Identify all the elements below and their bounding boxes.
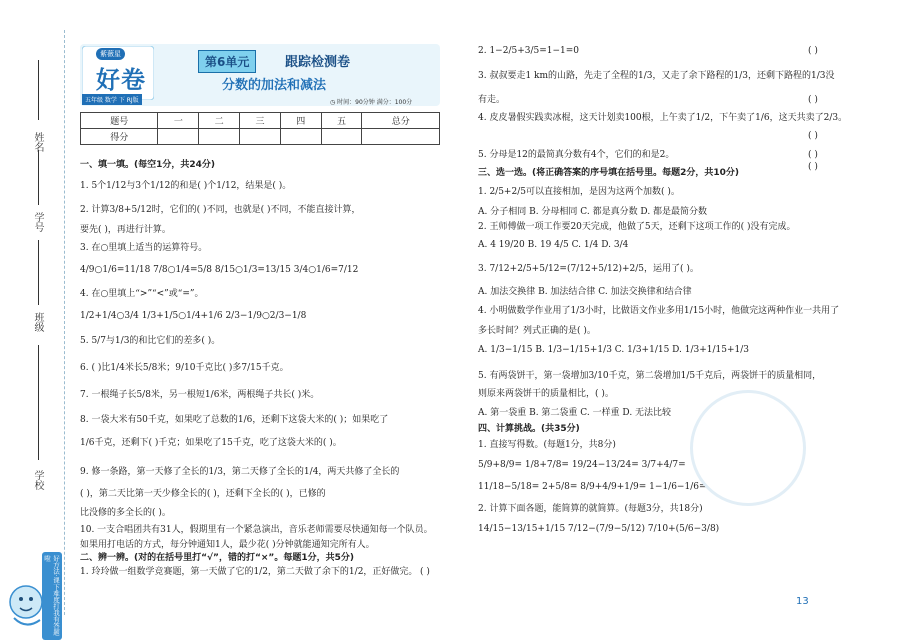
name-label: 姓名 [32, 132, 43, 152]
answer-paren[interactable]: ( ) [420, 567, 430, 577]
question-line: A. 分子相同 B. 分母相同 C. 都是真分数 D. 都是最简分数 [478, 207, 708, 217]
question-line: 要先( )，再进行计算。 [80, 225, 171, 235]
unit-badge: 第6单元 [198, 50, 256, 73]
score-input-cell[interactable] [158, 129, 199, 145]
question-line: 9. 修一条路，第一天修了全长的1/3，第二天修了全长的1/4，两天共修了全长的 [80, 467, 400, 477]
score-row-label: 得分 [81, 129, 158, 145]
question-line: 多长时间？列式正确的是( )。 [478, 326, 596, 336]
question-line: 8. 一袋大米有50千克，如果吃了总数的1/6，还剩下这袋大米的( )；如果吃了 [80, 415, 389, 425]
answer-paren[interactable]: ( ) [808, 131, 818, 141]
question-line: 2. 1−2/5+3/5=1−1=0 [478, 46, 580, 56]
question-line: 则原来两袋饼干的质量相比，( )。 [478, 389, 614, 399]
score-input-cell[interactable] [240, 129, 281, 145]
time-label: 时间：90分钟 [337, 99, 375, 106]
question-line: 2. 王师傅做一项工作要20天完成，他做了5天，还剩下这项工作的( )没有完成。 [478, 222, 796, 232]
page-title: 分数的加法和减法 [222, 78, 327, 93]
cut-line [64, 30, 65, 615]
question-line: 1/2+1/4○3/4 1/3+1/5○1/4+1/6 2/3−1/9○2/3−1/8 [80, 311, 307, 321]
question-line: 5. 5/7与1/3的和比它们的差多( )。 [80, 336, 221, 346]
score-header-cell: 题号 [81, 113, 158, 129]
score-header-cell: 五 [321, 113, 362, 129]
time-score-meta [330, 97, 412, 106]
brand-tag: 紫薇星 [96, 48, 125, 60]
number-label: 学号 [32, 212, 43, 232]
section-heading: 二、辨一辨。(对的在括号里打“√”，错的打“×”。每题1分，共5分) [80, 553, 354, 563]
question-line: 有走。 [478, 95, 506, 105]
answer-paren[interactable]: ( ) [808, 46, 818, 56]
number-rule [38, 150, 39, 205]
question-line: 3. 7/12+2/5+5/12=(7/12+5/12)+2/5，运用了( )。 [478, 264, 699, 274]
watermark-seal [690, 390, 806, 506]
mascot-icon [4, 568, 68, 632]
score-header-cell: 二 [199, 113, 240, 129]
question-line: 2. 计算下面各题，能简算的就简算。(每题3分，共18分) [478, 504, 703, 514]
full-score-label: 满分：100分 [376, 99, 413, 106]
brand-logo-text: 好卷 [96, 66, 146, 94]
grade-label: 五年级 数学 下 RJ版 [82, 94, 142, 105]
question-line: 比没修的多全长的( )。 [80, 508, 171, 518]
question-line: A. 第一袋重 B. 第二袋重 C. 一样重 D. 无法比较 [478, 408, 672, 418]
question-line: A. 加法交换律 B. 加法结合律 C. 加法交换律和结合律 [478, 287, 692, 297]
question-line: 5/9+8/9= 1/8+7/8= 19/24−13/24= 3/7+4/7= [478, 460, 686, 470]
score-row [81, 129, 440, 145]
school-rule [38, 345, 39, 460]
class-label: 班级 [32, 312, 43, 332]
score-table [80, 112, 440, 145]
score-header-cell: 三 [240, 113, 281, 129]
question-line: 1. 5个1/12与3个1/12的和是( )个1/12，结果是( )。 [80, 181, 292, 191]
section-heading: 四、计算挑战。(共35分) [478, 424, 580, 434]
class-rule [38, 240, 39, 305]
test-title: 跟踪检测卷 [285, 55, 351, 70]
score-header-row [81, 113, 440, 129]
question-line: 4. 在○里填上“>”“<”或“=”。 [80, 289, 204, 299]
score-input-cell[interactable] [321, 129, 362, 145]
score-header-cell: 一 [158, 113, 199, 129]
page-number: 13 [796, 596, 809, 607]
question-line: 6. ( )比1/4米长5/8米；9/10千克比( )多7/15千克。 [80, 363, 289, 373]
question-line: 11/18−5/18= 2+5/8= 8/9+4/9+1/9= 1−1/6−1/6= [478, 482, 707, 492]
section-heading: 三、选一选。(将正确答案的序号填在括号里。每题2分，共10分) [478, 168, 740, 178]
question-line: 1/6千克，还剩下( )千克；如果吃了15千克，吃了这袋大米的( )。 [80, 438, 342, 448]
question-line: 3. 叔叔要走1 km的山路，先走了全程的1/3，又走了余下路程的1/3，还剩下路程的1/3没 [478, 71, 835, 81]
question-line: 1. 直接写得数。(每题1分，共8分) [478, 440, 616, 450]
question-line: 7. 一根绳子长5/8米，另一根短1/6米，两根绳子共长( )米。 [80, 390, 320, 400]
score-header-cell: 四 [280, 113, 321, 129]
question-line: 5. 有两袋饼干，第一袋增加3/10千克，第二袋增加1/5千克后，两袋饼干的质量相同， [478, 371, 822, 381]
name-rule [38, 60, 39, 120]
question-line: 1. 2/5+2/5可以直接相加，是因为这两个加数( )。 [478, 187, 680, 197]
clock-icon: ◷ [330, 99, 336, 106]
score-input-cell[interactable] [199, 129, 240, 145]
school-label: 学校 [32, 470, 43, 490]
question-line: 2. 计算3/8+5/12时，它们的( )不同，也就是( )不同，不能直接计算， [80, 205, 361, 215]
score-header-cell: 总分 [362, 113, 440, 129]
answer-paren[interactable]: ( ) [808, 95, 818, 105]
question-line: 4. 皮皮暑假实践卖冰棍，这天计划卖100根，上午卖了1/2，下午卖了1/6，这天共卖了2/3。 [478, 113, 848, 123]
binding-strip [0, 0, 74, 640]
score-input-cell[interactable] [280, 129, 321, 145]
tip-badge: 好方法·课下难度打我有答题啦 [42, 552, 62, 640]
question-line: 10. 一支合唱团共有31人，假期里有一个紧急演出，音乐老师需要尽快通知每一个队员。 [80, 525, 433, 535]
question-line: 14/15−13/15+1/15 7/12−(7/9−5/12) 7/10+(5/6−3/8) [478, 524, 720, 534]
answer-paren[interactable]: ( ) [808, 162, 818, 172]
question-line: 如果用打电话的方式，每分钟通知1人，最少花( )分钟就能通知完所有人。 [80, 540, 375, 550]
score-input-cell[interactable] [362, 129, 440, 145]
question-line: A. 1/3−1/15 B. 1/3−1/15+1/3 C. 1/3+1/15 D. 1/3+1/15+1/3 [478, 345, 750, 355]
question-line: 5. 分母是12的最简真分数有4个，它们的和是2。 [478, 150, 675, 160]
answer-paren[interactable]: ( ) [808, 150, 818, 160]
question-line: A. 4 19/20 B. 19 4/5 C. 1/4 D. 3/4 [478, 240, 629, 250]
question-line: 4/9○1/6=11/18 7/8○1/4=5/8 8/15○1/3=13/15 3/4○1/6=7/12 [80, 265, 359, 275]
question-line: 4. 小明做数学作业用了1/3小时，比做语文作业多用1/15小时，他做完这两种作业一共用了 [478, 306, 840, 316]
question-line: 1. 玲玲做一组数学竞赛题，第一天做了它的1/2，第二天做了余下的1/2，正好做完。 [80, 567, 418, 577]
question-line: 3. 在○里填上适当的运算符号。 [80, 243, 208, 253]
question-line: ( )，第二天比第一天少修全长的( )，还剩下全长的( )，已修的 [80, 489, 326, 499]
section-heading: 一、填一填。(每空1分，共24分) [80, 160, 216, 170]
